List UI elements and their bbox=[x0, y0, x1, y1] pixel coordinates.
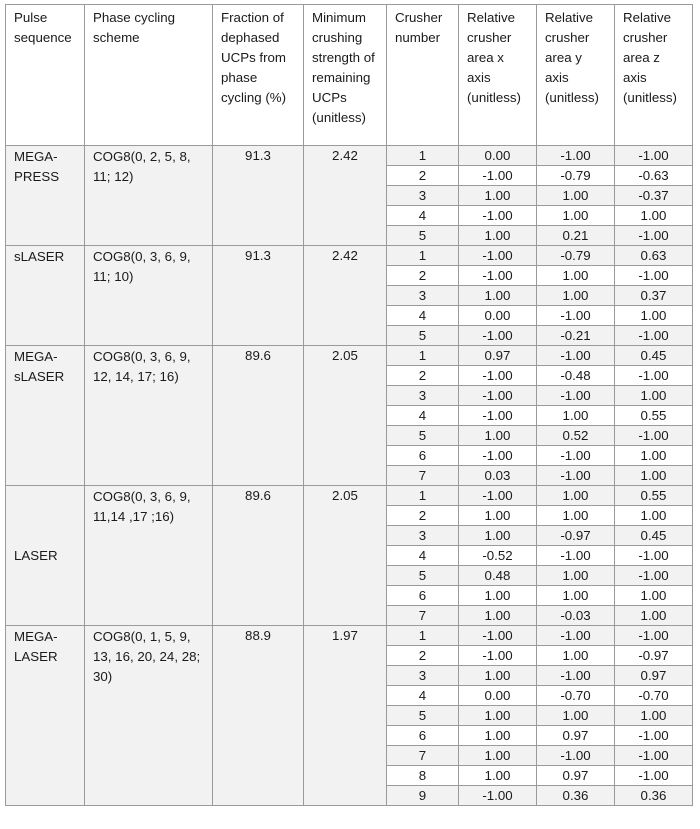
crusher-area-z-cell: 1.00 bbox=[615, 306, 693, 326]
crushing-strength-cell: 2.05 bbox=[304, 346, 387, 486]
crusher-area-z-cell: 1.00 bbox=[615, 506, 693, 526]
crusher-area-z-cell: -1.00 bbox=[615, 266, 693, 286]
crusher-area-y-cell: 1.00 bbox=[537, 566, 615, 586]
crusher-area-x-cell: 1.00 bbox=[459, 746, 537, 766]
crusher-area-y-cell: -1.00 bbox=[537, 626, 615, 646]
crusher-table bbox=[5, 4, 693, 806]
pulse-sequence-cell: MEGA-LASER bbox=[6, 626, 85, 806]
crusher-area-x-cell: 1.00 bbox=[459, 606, 537, 626]
crusher-number-cell: 6 bbox=[387, 586, 459, 606]
table-row bbox=[6, 626, 693, 646]
crusher-area-z-cell: 1.00 bbox=[615, 206, 693, 226]
crusher-area-x-cell: -1.00 bbox=[459, 166, 537, 186]
crushing-strength-cell: 2.42 bbox=[304, 246, 387, 346]
crusher-area-x-cell: -1.00 bbox=[459, 206, 537, 226]
crusher-area-x-cell: -1.00 bbox=[459, 486, 537, 506]
crusher-area-y-cell: 0.52 bbox=[537, 426, 615, 446]
crusher-area-z-cell: 0.45 bbox=[615, 346, 693, 366]
crusher-number-cell: 1 bbox=[387, 626, 459, 646]
crusher-area-x-cell: -1.00 bbox=[459, 786, 537, 806]
crusher-area-z-cell: 0.37 bbox=[615, 286, 693, 306]
crusher-area-y-cell: -0.48 bbox=[537, 366, 615, 386]
crusher-number-cell: 2 bbox=[387, 166, 459, 186]
header-minimum-crushing-strength: Minimum crushing strength of remaining UCPs (unitless) bbox=[304, 5, 387, 146]
crusher-number-cell: 7 bbox=[387, 606, 459, 626]
crusher-number-cell: 2 bbox=[387, 506, 459, 526]
fraction-cell: 91.3 bbox=[213, 246, 304, 346]
crusher-number-cell: 5 bbox=[387, 566, 459, 586]
crusher-number-cell: 8 bbox=[387, 766, 459, 786]
crusher-number-cell: 4 bbox=[387, 206, 459, 226]
crusher-area-y-cell: 0.97 bbox=[537, 726, 615, 746]
crusher-number-cell: 5 bbox=[387, 326, 459, 346]
crusher-area-x-cell: 1.00 bbox=[459, 226, 537, 246]
crusher-number-cell: 6 bbox=[387, 446, 459, 466]
crusher-area-z-cell: 1.00 bbox=[615, 606, 693, 626]
table-body bbox=[6, 146, 693, 806]
pulse-sequence-cell: MEGA-sLASER bbox=[6, 346, 85, 486]
crusher-area-x-cell: 1.00 bbox=[459, 286, 537, 306]
crusher-area-y-cell: 0.21 bbox=[537, 226, 615, 246]
table-row bbox=[6, 246, 693, 266]
crushing-strength-cell: 1.97 bbox=[304, 626, 387, 806]
crusher-area-x-cell: 1.00 bbox=[459, 586, 537, 606]
crusher-area-y-cell: -0.21 bbox=[537, 326, 615, 346]
crusher-area-z-cell: -1.00 bbox=[615, 366, 693, 386]
pulse-sequence-cell: sLASER bbox=[6, 246, 85, 346]
crusher-area-y-cell: -0.70 bbox=[537, 686, 615, 706]
crusher-number-cell: 1 bbox=[387, 146, 459, 166]
crusher-area-x-cell: -1.00 bbox=[459, 406, 537, 426]
crusher-number-cell: 5 bbox=[387, 706, 459, 726]
phase-cycling-scheme-cell: COG8(0, 3, 6, 9, 11; 10) bbox=[85, 246, 213, 346]
crusher-area-x-cell: 0.00 bbox=[459, 146, 537, 166]
crusher-area-x-cell: -1.00 bbox=[459, 266, 537, 286]
crusher-area-z-cell: -0.37 bbox=[615, 186, 693, 206]
crusher-area-x-cell: -0.52 bbox=[459, 546, 537, 566]
crusher-area-z-cell: 1.00 bbox=[615, 586, 693, 606]
crusher-area-y-cell: -0.79 bbox=[537, 166, 615, 186]
crusher-number-cell: 4 bbox=[387, 686, 459, 706]
table-row bbox=[6, 346, 693, 366]
crusher-area-z-cell: 1.00 bbox=[615, 466, 693, 486]
header-fraction-dephased: Fraction of dephased UCPs from phase cycling (%) bbox=[213, 5, 304, 146]
crusher-area-x-cell: 1.00 bbox=[459, 706, 537, 726]
crusher-area-x-cell: 1.00 bbox=[459, 506, 537, 526]
header-crusher-area-y: Relative crusher area y axis (unitless) bbox=[537, 5, 615, 146]
crusher-area-x-cell: -1.00 bbox=[459, 246, 537, 266]
crusher-number-cell: 4 bbox=[387, 306, 459, 326]
crusher-area-z-cell: 1.00 bbox=[615, 706, 693, 726]
fraction-cell: 91.3 bbox=[213, 146, 304, 246]
crusher-area-z-cell: -1.00 bbox=[615, 146, 693, 166]
crusher-number-cell: 5 bbox=[387, 226, 459, 246]
crusher-number-cell: 2 bbox=[387, 266, 459, 286]
crusher-area-x-cell: 0.00 bbox=[459, 306, 537, 326]
crusher-area-x-cell: -1.00 bbox=[459, 646, 537, 666]
table-row bbox=[6, 486, 693, 506]
crusher-area-x-cell: 1.00 bbox=[459, 186, 537, 206]
crusher-number-cell: 6 bbox=[387, 726, 459, 746]
crusher-area-x-cell: 0.03 bbox=[459, 466, 537, 486]
crusher-area-y-cell: -1.00 bbox=[537, 386, 615, 406]
crusher-area-y-cell: 1.00 bbox=[537, 266, 615, 286]
crusher-area-y-cell: 0.36 bbox=[537, 786, 615, 806]
crusher-area-z-cell: 0.55 bbox=[615, 406, 693, 426]
phase-cycling-scheme-cell: COG8(0, 3, 6, 9, 12, 14, 17; 16) bbox=[85, 346, 213, 486]
crusher-area-z-cell: 0.55 bbox=[615, 486, 693, 506]
crusher-area-z-cell: -1.00 bbox=[615, 746, 693, 766]
crusher-area-x-cell: 0.97 bbox=[459, 346, 537, 366]
crushing-strength-cell: 2.05 bbox=[304, 486, 387, 626]
crusher-area-x-cell: -1.00 bbox=[459, 446, 537, 466]
header-phase-cycling-scheme: Phase cycling scheme bbox=[85, 5, 213, 146]
crusher-area-z-cell: 0.45 bbox=[615, 526, 693, 546]
crusher-number-cell: 3 bbox=[387, 286, 459, 306]
crusher-number-cell: 3 bbox=[387, 386, 459, 406]
crusher-area-x-cell: 0.00 bbox=[459, 686, 537, 706]
pulse-sequence-cell: LASER bbox=[6, 486, 85, 626]
crusher-area-z-cell: -1.00 bbox=[615, 226, 693, 246]
crusher-area-x-cell: 1.00 bbox=[459, 526, 537, 546]
crusher-area-y-cell: 1.00 bbox=[537, 646, 615, 666]
crusher-area-y-cell: 1.00 bbox=[537, 406, 615, 426]
crusher-area-x-cell: 1.00 bbox=[459, 726, 537, 746]
crushing-strength-cell: 2.42 bbox=[304, 146, 387, 246]
crusher-area-z-cell: -1.00 bbox=[615, 546, 693, 566]
crusher-area-y-cell: -1.00 bbox=[537, 306, 615, 326]
crusher-area-y-cell: -0.79 bbox=[537, 246, 615, 266]
crusher-area-z-cell: -0.70 bbox=[615, 686, 693, 706]
crusher-number-cell: 4 bbox=[387, 406, 459, 426]
crusher-area-z-cell: -1.00 bbox=[615, 566, 693, 586]
crusher-number-cell: 1 bbox=[387, 486, 459, 506]
crusher-area-x-cell: -1.00 bbox=[459, 326, 537, 346]
crusher-area-y-cell: 1.00 bbox=[537, 186, 615, 206]
crusher-number-cell: 9 bbox=[387, 786, 459, 806]
crusher-area-x-cell: 1.00 bbox=[459, 426, 537, 446]
crusher-area-y-cell: -1.00 bbox=[537, 666, 615, 686]
crusher-area-z-cell: 0.97 bbox=[615, 666, 693, 686]
crusher-number-cell: 4 bbox=[387, 546, 459, 566]
crusher-number-cell: 1 bbox=[387, 246, 459, 266]
header-row bbox=[6, 5, 693, 146]
crusher-area-z-cell: -0.63 bbox=[615, 166, 693, 186]
crusher-number-cell: 2 bbox=[387, 366, 459, 386]
header-crusher-area-z: Relative crusher area z axis (unitless) bbox=[615, 5, 693, 146]
crusher-number-cell: 3 bbox=[387, 186, 459, 206]
crusher-area-y-cell: -1.00 bbox=[537, 446, 615, 466]
crusher-number-cell: 7 bbox=[387, 746, 459, 766]
crusher-area-x-cell: -1.00 bbox=[459, 626, 537, 646]
header-crusher-area-x: Relative crusher area x axis (unitless) bbox=[459, 5, 537, 146]
phase-cycling-scheme-cell: COG8(0, 1, 5, 9, 13, 16, 20, 24, 28; 30) bbox=[85, 626, 213, 806]
crusher-area-y-cell: -1.00 bbox=[537, 346, 615, 366]
crusher-area-z-cell: -1.00 bbox=[615, 426, 693, 446]
crusher-area-x-cell: 1.00 bbox=[459, 766, 537, 786]
header-crusher-number: Crusher number bbox=[387, 5, 459, 146]
crusher-area-z-cell: -1.00 bbox=[615, 726, 693, 746]
crusher-area-y-cell: 0.97 bbox=[537, 766, 615, 786]
crusher-area-z-cell: -1.00 bbox=[615, 766, 693, 786]
fraction-cell: 89.6 bbox=[213, 486, 304, 626]
crusher-number-cell: 7 bbox=[387, 466, 459, 486]
crusher-area-z-cell: -1.00 bbox=[615, 626, 693, 646]
crusher-area-x-cell: 1.00 bbox=[459, 666, 537, 686]
crusher-area-y-cell: -0.97 bbox=[537, 526, 615, 546]
crusher-area-y-cell: 1.00 bbox=[537, 206, 615, 226]
phase-cycling-scheme-cell: COG8(0, 3, 6, 9, 11,14 ,17 ;16) bbox=[85, 486, 213, 626]
crusher-area-z-cell: 0.36 bbox=[615, 786, 693, 806]
fraction-cell: 89.6 bbox=[213, 346, 304, 486]
crusher-area-y-cell: 1.00 bbox=[537, 286, 615, 306]
crusher-area-z-cell: -0.97 bbox=[615, 646, 693, 666]
crusher-number-cell: 5 bbox=[387, 426, 459, 446]
crusher-area-y-cell: -0.03 bbox=[537, 606, 615, 626]
crusher-area-y-cell: 1.00 bbox=[537, 706, 615, 726]
crusher-area-y-cell: 1.00 bbox=[537, 486, 615, 506]
crusher-area-y-cell: -1.00 bbox=[537, 546, 615, 566]
pulse-sequence-cell: MEGA-PRESS bbox=[6, 146, 85, 246]
table-row bbox=[6, 146, 693, 166]
crusher-area-x-cell: 0.48 bbox=[459, 566, 537, 586]
crusher-number-cell: 3 bbox=[387, 526, 459, 546]
crusher-area-z-cell: 1.00 bbox=[615, 446, 693, 466]
crusher-area-z-cell: -1.00 bbox=[615, 326, 693, 346]
crusher-area-z-cell: 0.63 bbox=[615, 246, 693, 266]
crusher-area-y-cell: -1.00 bbox=[537, 146, 615, 166]
crusher-area-y-cell: 1.00 bbox=[537, 586, 615, 606]
crusher-area-x-cell: -1.00 bbox=[459, 386, 537, 406]
phase-cycling-scheme-cell: COG8(0, 2, 5, 8, 11; 12) bbox=[85, 146, 213, 246]
crusher-area-y-cell: 1.00 bbox=[537, 506, 615, 526]
crusher-number-cell: 1 bbox=[387, 346, 459, 366]
crusher-area-z-cell: 1.00 bbox=[615, 386, 693, 406]
crusher-area-y-cell: -1.00 bbox=[537, 746, 615, 766]
crusher-area-y-cell: -1.00 bbox=[537, 466, 615, 486]
crusher-number-cell: 2 bbox=[387, 646, 459, 666]
header-pulse-sequence: Pulse sequence bbox=[6, 5, 85, 146]
crusher-area-x-cell: -1.00 bbox=[459, 366, 537, 386]
fraction-cell: 88.9 bbox=[213, 626, 304, 806]
crusher-number-cell: 3 bbox=[387, 666, 459, 686]
